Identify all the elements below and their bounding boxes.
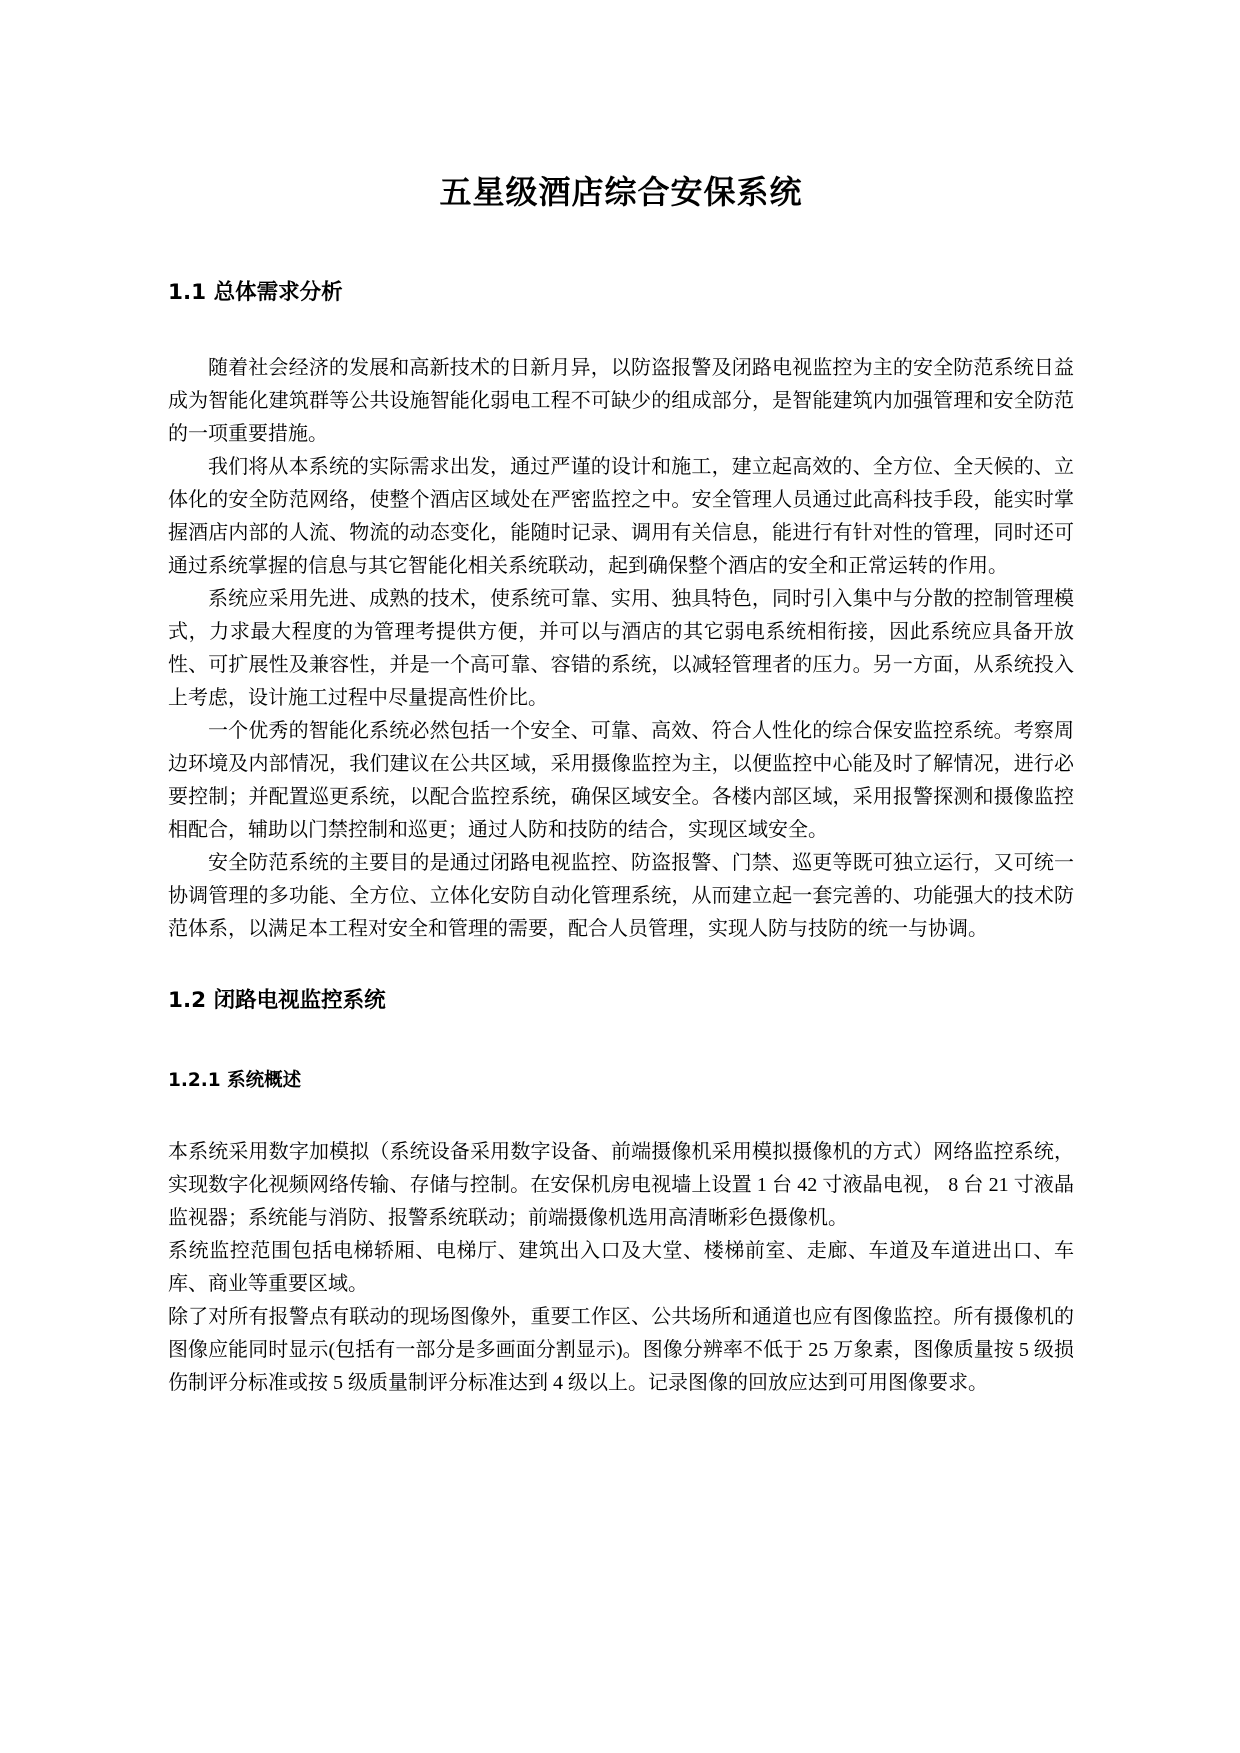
section-1-1-paragraph-3: 系统应采用先进、成熟的技术，使系统可靠、实用、独具特色，同时引入集中与分散的控制管理模式，力求最大程度的为管理考提供方便，并可以与酒店的其它弱电系统相衔接，因此系统应具备开放性、可扩展性及兼容性，并是一个高可靠、容错的系统，以减轻管理者的压力。另一方面，从系统投入上考虑，设计施工过程中尽量提高性价比。 [168,588,1074,709]
section-1-1-paragraph-4: 一个优秀的智能化系统必然包括一个安全、可靠、高效、符合人性化的综合保安监控系统。考察周边环境及内部情况，我们建议在公共区域，采用摄像监控为主，以便监控中心能及时了解情况，进行必要控制；并配置巡更系统，以配合监控系统，确保区域安全。各楼内部区域，采用报警探测和摄像监控相配合，辅助以门禁控制和巡更；通过人防和技防的结合，实现区域安全。 [168,720,1074,841]
section-1-2-1-heading: 1.2.1 系统概述 [168,1070,302,1091]
section-1-2-1-paragraph-1: 本系统采用数字加模拟（系统设备采用数字设备、前端摄像机采用模拟摄像机的方式）网络监控系统，实现数字化视频网络传输、存储与控制。在安保机房电视墙上设置 1 台 42 寸液晶电视， 8 台 21 寸液晶监视器；系统能与消防、报警系统联动；前端摄像机选用高清晰彩色摄像机。 [168,1141,1074,1229]
document-title: 五星级酒店综合安保系统 [439,173,803,211]
section-1-2-1-paragraph-2: 系统监控范围包括电梯轿厢、电梯厅、建筑出入口及大堂、楼梯前室、走廊、车道及车道进出口、车库、商业等重要区域。 [168,1240,1074,1295]
section-1-2-1-paragraph-3: 除了对所有报警点有联动的现场图像外，重要工作区、公共场所和通道也应有图像监控。所有摄像机的图像应能同时显示(包括有一部分是多画面分割显示)。图像分辨率不低于 25 万象素，图像质量按 5 级损伤制评分标准或按 5 级质量制评分标准达到 4 级以上。记录图像的回放应达到可用图像要求。 [168,1306,1074,1394]
section-1-1-heading: 1.1 总体需求分析 [168,280,343,305]
section-1-2-heading: 1.2 闭路电视监控系统 [168,988,386,1013]
section-1-1-paragraph-1: 随着社会经济的发展和高新技术的日新月异，以防盗报警及闭路电视监控为主的安全防范系统日益成为智能化建筑群等公共设施智能化弱电工程不可缺少的组成部分，是智能建筑内加强管理和安全防范的一项重要措施。 [168,357,1074,445]
section-1-1-paragraph-2: 我们将从本系统的实际需求出发，通过严谨的设计和施工，建立起高效的、全方位、全天候的、立体化的安全防范网络，使整个酒店区域处在严密监控之中。安全管理人员通过此高科技手段，能实时掌握酒店内部的人流、物流的动态变化，能随时记录、调用有关信息，能进行有针对性的管理，同时还可通过系统掌握的信息与其它智能化相关系统联动，起到确保整个酒店的安全和正常运转的作用。 [168,456,1074,577]
section-1-1-paragraph-5: 安全防范系统的主要目的是通过闭路电视监控、防盗报警、门禁、巡更等既可独立运行，又可统一协调管理的多功能、全方位、立体化安防自动化管理系统，从而建立起一套完善的、功能强大的技术防范体系，以满足本工程对安全和管理的需要，配合人员管理，实现人防与技防的统一与协调。 [168,852,1074,940]
